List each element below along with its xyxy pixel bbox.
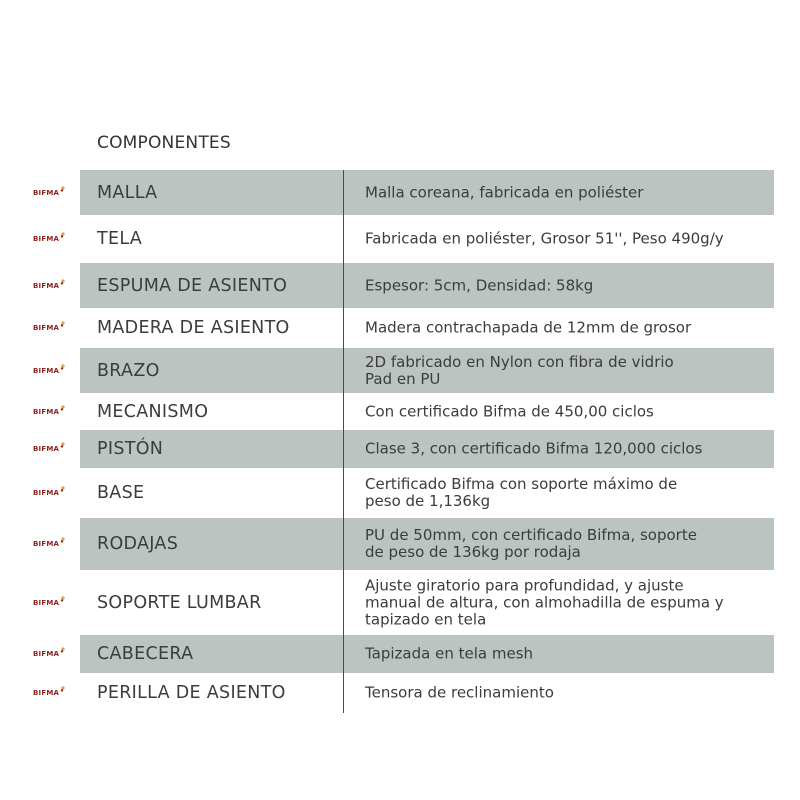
bifma-logo-text: BIFMA <box>33 407 60 416</box>
table-row <box>0 308 800 348</box>
bifma-logo-icon <box>33 323 65 333</box>
bifma-logo-text: BIFMA <box>33 598 60 607</box>
bifma-logo-text: BIFMA <box>33 445 60 453</box>
components-table <box>0 170 800 713</box>
component-description: Con certificado Bifma de 450,00 ciclos <box>365 402 654 420</box>
bifma-logo-text: BIFMA <box>33 540 60 548</box>
component-description: Tapizada en tela mesh <box>365 644 534 663</box>
table-row <box>0 518 800 570</box>
bifma-logo-text: BIFMA <box>33 489 60 497</box>
column-divider <box>343 635 344 673</box>
table-row <box>0 570 800 635</box>
component-description: Ajuste giratorio para profundidad, y ajuste manual de altura, con almohadilla de espuma y tapizado en tela <box>365 576 724 628</box>
bifma-logo-mark <box>60 442 66 448</box>
component-description: Tensora de reclinamiento <box>365 683 554 702</box>
bifma-logo-icon <box>33 444 65 454</box>
column-divider <box>343 570 344 635</box>
bifma-logo-mark <box>60 232 66 238</box>
bifma-logo-mark <box>60 596 66 602</box>
component-description: Fabricada en poliéster, Grosor 51'', Peso 490g/y <box>365 229 724 248</box>
component-name: PERILLA DE ASIENTO <box>97 683 286 703</box>
column-divider <box>343 308 344 348</box>
component-description: 2D fabricado en Nylon con fibra de vidrio Pad en PU <box>365 352 674 388</box>
table-row <box>0 215 800 263</box>
section-title: COMPONENTES <box>97 133 231 153</box>
bifma-logo-icon <box>33 598 65 608</box>
component-description: Clase 3, con certificado Bifma 120,000 ciclos <box>365 439 703 458</box>
table-row <box>0 348 800 393</box>
bifma-logo-icon <box>33 188 65 198</box>
bifma-logo-icon <box>33 366 65 376</box>
column-divider <box>343 348 344 393</box>
component-description: Espesor: 5cm, Densidad: 58kg <box>365 276 594 294</box>
component-name: RODAJAS <box>97 534 179 554</box>
column-divider <box>343 393 344 430</box>
component-name: MALLA <box>97 182 158 203</box>
column-divider <box>343 263 344 308</box>
component-name: MADERA DE ASIENTO <box>97 318 290 338</box>
bifma-logo-mark <box>60 537 66 543</box>
table-row <box>0 393 800 430</box>
bifma-logo-icon <box>33 539 65 549</box>
bifma-logo-icon <box>33 234 65 244</box>
table-row <box>0 430 800 468</box>
table-row <box>0 635 800 673</box>
bifma-logo-icon <box>33 688 65 698</box>
column-divider <box>343 673 344 713</box>
column-divider <box>343 430 344 468</box>
table-row <box>0 170 800 215</box>
table-row <box>0 468 800 518</box>
bifma-logo-mark <box>60 405 66 411</box>
bifma-logo-icon <box>33 488 65 498</box>
bifma-logo-icon <box>33 407 65 417</box>
bifma-logo-mark <box>60 279 66 285</box>
component-name: PISTÓN <box>97 439 164 459</box>
bifma-logo-icon <box>33 281 65 291</box>
bifma-logo-mark <box>60 486 66 492</box>
component-description: Malla coreana, fabricada en poliéster <box>365 183 644 201</box>
component-name: ESPUMA DE ASIENTO <box>97 275 288 296</box>
column-divider <box>343 468 344 518</box>
component-description: PU de 50mm, con certificado Bifma, soporte de peso de 136kg por rodaja <box>365 526 697 561</box>
bifma-logo-mark <box>60 647 66 653</box>
component-name: MECANISMO <box>97 401 209 422</box>
bifma-logo-icon <box>33 649 65 659</box>
bifma-logo-mark <box>60 186 66 192</box>
component-name: TELA <box>97 229 143 249</box>
bifma-logo-text: BIFMA <box>33 188 60 197</box>
component-name: BRAZO <box>97 360 160 381</box>
bifma-logo-mark <box>60 686 66 692</box>
bifma-logo-text: BIFMA <box>33 235 60 243</box>
bifma-logo-mark <box>60 321 66 327</box>
column-divider <box>343 518 344 570</box>
table-row <box>0 673 800 713</box>
component-name: CABECERA <box>97 644 194 664</box>
component-description: Certificado Bifma con soporte máximo de peso de 1,136kg <box>365 475 678 510</box>
component-name: BASE <box>97 483 145 503</box>
table-row <box>0 263 800 308</box>
bifma-logo-text: BIFMA <box>33 324 60 332</box>
bifma-logo-text: BIFMA <box>33 281 60 290</box>
component-description: Madera contrachapada de 12mm de grosor <box>365 318 692 337</box>
bifma-logo-text: BIFMA <box>33 689 60 697</box>
column-divider <box>343 170 344 215</box>
column-divider <box>343 215 344 263</box>
component-name: SOPORTE LUMBAR <box>97 592 262 613</box>
bifma-logo-mark <box>60 364 66 370</box>
bifma-logo-text: BIFMA <box>33 366 60 375</box>
bifma-logo-text: BIFMA <box>33 650 60 658</box>
